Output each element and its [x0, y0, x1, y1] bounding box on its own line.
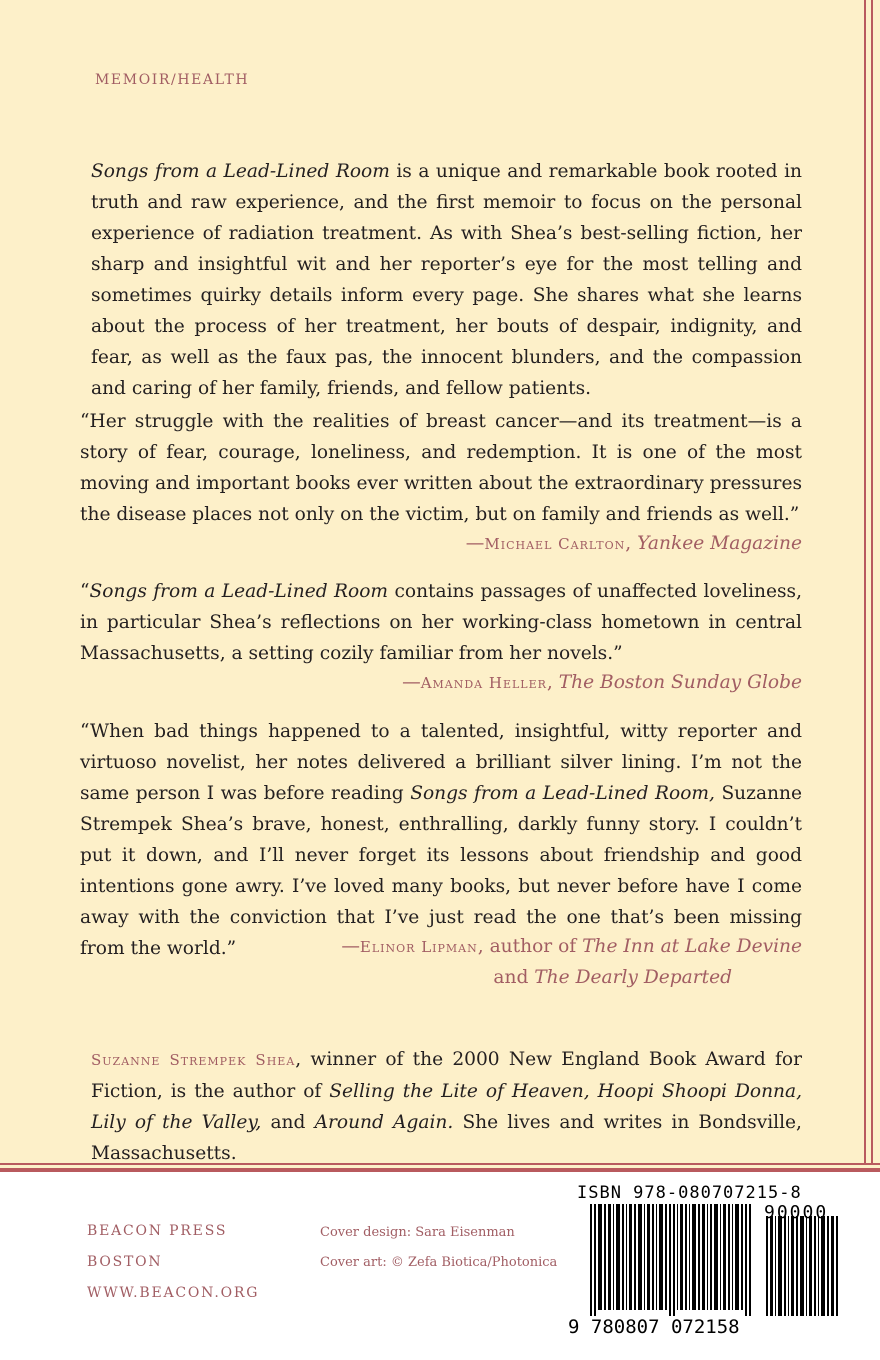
description-title: Songs from a Lead-Lined Room	[91, 161, 390, 182]
quote-3-text-before: “When bad things happened to a talented, insightful, witty reporter and virtuoso novelist, her notes delivered a brilliant silver lining. I’m not the same person I was before reading	[80, 721, 802, 804]
quote-1-source: Yankee Magazine	[637, 533, 802, 554]
quote-2-source: The Boston Sunday Globe	[558, 672, 802, 693]
quote-3-book-1: The Inn at Lake Devine	[582, 936, 802, 957]
quote-3-text-after: Suzanne Strempek Shea’s brave, honest, enthralling, darkly funny story. I couldn’t put it down, and I’ll never forget its lessons about friendship and good intentions gone awry. I’ve loved many books, but never before have I come away with the conviction that I’ve just read the one that’s been missing from the world.”	[80, 783, 802, 959]
quote-3-book-2: The Dearly Departed	[534, 967, 732, 988]
bio-books-2: Around Again.	[314, 1112, 454, 1133]
quote-2	[80, 576, 802, 669]
quote-3	[80, 716, 802, 964]
quote-2-text: contains passages of unaffected loveliness, in particular Shea’s reflections on her working-class hometown in central Massachusetts, a setting cozily familiar from her novels.”	[80, 581, 802, 664]
barcode-number: 9 780807 072158	[568, 1316, 740, 1338]
isbn-number: ISBN 978-080707215-8	[577, 1183, 802, 1203]
book-description	[91, 156, 802, 404]
bio-and: and	[261, 1112, 315, 1133]
bio-text-2: She lives and writes in Bondsville, Massachusetts.	[91, 1112, 802, 1164]
quote-1-author: Michael Carlton	[484, 535, 626, 553]
quote-3-attribution	[341, 936, 802, 957]
cover-art-credit: Cover art: © Zefa Biotica/Photonica	[320, 1255, 558, 1270]
border-line-right-outer	[871, 0, 873, 1165]
attribution-dash: —	[341, 936, 360, 957]
quote-2-author: Amanda Heller	[420, 674, 547, 692]
category-label: MEMOIR/HEALTH	[95, 72, 250, 88]
quote-2-attribution	[402, 672, 802, 693]
author-bio	[91, 1044, 802, 1169]
bio-books-1: Selling the Lite of Heaven, Hoopi Shoopi Donna, Lily of the Valley,	[91, 1081, 803, 1133]
border-line-right-inner	[864, 0, 866, 1165]
quote-3-title: Songs from a Lead-Lined Room,	[410, 783, 715, 804]
quote-2-title: Songs from a Lead-Lined Room	[89, 581, 389, 602]
quote-3-author: Elinor Lipman	[359, 938, 478, 956]
attribution-dash: —	[402, 672, 421, 693]
publisher-city: BOSTON	[87, 1254, 163, 1270]
quote-1	[80, 406, 802, 530]
attribution-separator: ,	[625, 533, 638, 554]
quote-2-open-mark: “	[80, 581, 90, 602]
bio-author-name: Suzanne Strempek Shea	[91, 1051, 296, 1069]
quote-1-attribution	[466, 533, 802, 554]
publisher-website[interactable]: WWW.BEACON.ORG	[87, 1285, 260, 1301]
attribution-separator: , author of	[477, 936, 583, 957]
quote-1-text: “Her struggle with the realities of breast cancer—and its treatment—is a story of fear, courage, loneliness, and redemption. It is one of the most moving and important books ever written about the extraordinary pressures the disease places not only on the victim, but on family and friends as well.”	[80, 411, 802, 525]
attribution-and: and	[493, 967, 535, 988]
bio-text-1: , winner of the 2000 New England Book Award for Fiction, is the author of	[91, 1049, 802, 1102]
quote-3-attribution-line-2	[493, 967, 732, 988]
price-addon-code: 90000	[764, 1202, 829, 1223]
cover-design-credit: Cover design: Sara Eisenman	[320, 1225, 515, 1240]
publisher-name: BEACON PRESS	[87, 1223, 228, 1239]
attribution-dash: —	[465, 533, 485, 554]
attribution-separator: ,	[546, 672, 559, 693]
description-text: is a unique and remarkable book rooted in truth and raw experience, and the first memoir to focus on the personal experience of radiation treatment. As with Shea’s best-selling fiction, her sharp and insightful wit and her reporter’s eye for the most telling and sometimes quirky details inform every page. She shares what she learns about the process of her treatment, her bouts of despair, indignity, and fear, as well as the faux pas, the innocent blunders, and the compassion and caring of her family, friends, and fellow patients.	[91, 161, 803, 399]
